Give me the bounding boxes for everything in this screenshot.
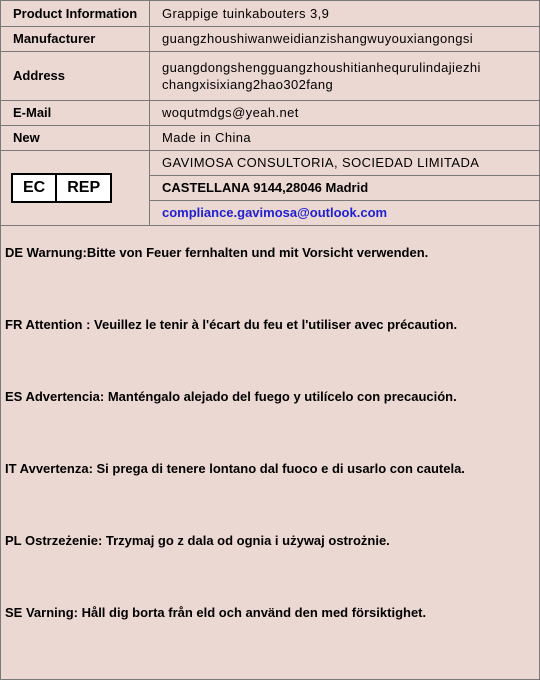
ec-rep-badge-cell	[1, 150, 150, 225]
origin-value: Made in China	[150, 125, 540, 150]
ec-rep-address: CASTELLANA 9144,28046 Madrid	[150, 175, 540, 200]
warning-de: DE Warnung:Bitte von Feuer fernhalten und mit Vorsicht verwenden.	[5, 244, 429, 260]
row-origin	[1, 125, 539, 150]
address-line-1: guangdongshengguangzhoushitianhequrulindajiezhi	[162, 59, 481, 75]
info-table	[1, 1, 539, 226]
address-line-2: changxisixiang2hao302fang	[162, 76, 334, 92]
manufacturer-label: Manufacturer	[1, 26, 150, 51]
warning-it: IT Avvertenza: Si prega di tenere lontano dal fuoco e di usarlo con cautela.	[5, 460, 465, 476]
address-value	[150, 51, 540, 100]
ec-rep-email-link[interactable]: compliance.gavimosa@outlook.com	[162, 205, 388, 220]
warning-es: ES Advertencia: Manténgalo alejado del fuego y utilícelo con precaución.	[5, 388, 457, 404]
ec-rep-email-cell	[150, 200, 540, 225]
row-address	[1, 51, 539, 100]
warning-se: SE Varning: Håll dig borta från eld och använd den med försiktighet.	[5, 604, 427, 620]
ec-rep-badge-right: REP	[67, 178, 101, 196]
ec-rep-badge-left: EC	[13, 175, 57, 201]
row-manufacturer	[1, 26, 539, 51]
address-label: Address	[1, 51, 150, 100]
row-product	[1, 1, 539, 26]
origin-label: New	[1, 125, 150, 150]
warnings-section	[1, 226, 539, 678]
warning-pl: PL Ostrzeżenie: Trzymaj go z dala od ognia i używaj ostrożnie.	[5, 532, 390, 548]
manufacturer-value: guangzhoushiwanweidianzishangwuyouxiangongsi	[150, 26, 540, 51]
email-value: woqutmdgs@yeah.net	[150, 100, 540, 125]
row-ec-rep-company	[1, 150, 539, 175]
ec-rep-badge	[11, 173, 112, 203]
product-value: Grappige tuinkabouters 3,9	[150, 1, 540, 26]
row-email	[1, 100, 539, 125]
warning-fr: FR Attention : Veuillez le tenir à l'écart du feu et l'utiliser avec précaution.	[5, 316, 458, 332]
ec-rep-company: GAVIMOSA CONSULTORIA, SOCIEDAD LIMITADA	[150, 150, 540, 175]
product-label: Product Information	[1, 1, 150, 26]
email-label: E-Mail	[1, 100, 150, 125]
